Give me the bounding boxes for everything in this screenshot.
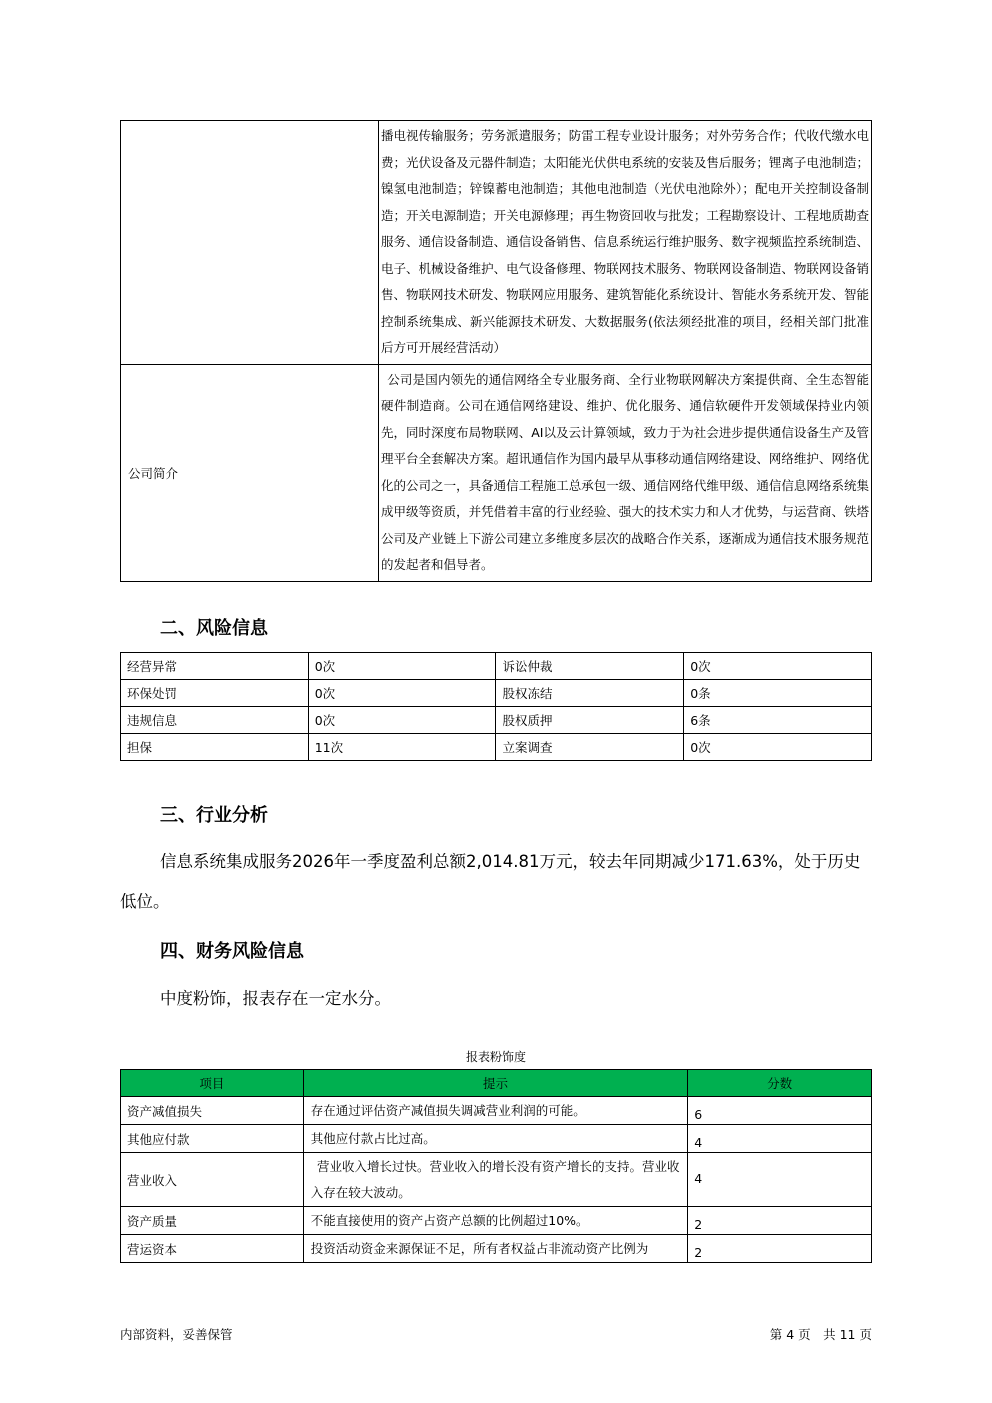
score-cell: 4 bbox=[688, 1153, 872, 1207]
risk-table bbox=[120, 652, 872, 761]
item-cell: 资产减值损失 bbox=[121, 1097, 304, 1125]
score-cell: 4 bbox=[688, 1125, 872, 1153]
risk-value: 0条 bbox=[684, 680, 872, 707]
item-cell: 其他应付款 bbox=[121, 1125, 304, 1153]
footer-page-number: 第 4 页 共 11 页 bbox=[769, 1327, 872, 1342]
hint-cell: 营业收入增长过快。营业收入的增长没有资产增长的支持。营业收入存在较大波动。 bbox=[303, 1153, 687, 1207]
risk-value: 0次 bbox=[308, 653, 496, 680]
section-title-industry: 三、行业分析 bbox=[160, 805, 268, 826]
company-info-table bbox=[120, 120, 872, 582]
table-row bbox=[121, 1125, 872, 1153]
hint-cell: 投资活动资金来源保证不足，所有者权益占非流动资产比例为 bbox=[303, 1235, 687, 1263]
table-row bbox=[121, 707, 872, 734]
risk-value: 0次 bbox=[308, 707, 496, 734]
industry-analysis-text: 信息系统集成服务2026年一季度盈利总额2,014.81万元，较去年同期减少171.63%，处于历史低位。 bbox=[120, 852, 861, 911]
table-row bbox=[121, 121, 872, 365]
table-row bbox=[121, 364, 872, 581]
risk-key: 股权质押 bbox=[496, 707, 684, 734]
risk-key: 担保 bbox=[121, 734, 309, 761]
score-cell: 2 bbox=[688, 1235, 872, 1263]
risk-value: 11次 bbox=[308, 734, 496, 761]
risk-key: 经营异常 bbox=[121, 653, 309, 680]
hint-cell: 不能直接使用的资产占资产总额的比例超过10%。 bbox=[303, 1207, 687, 1235]
whitewash-table bbox=[120, 1069, 872, 1263]
info-label bbox=[121, 121, 379, 365]
table-header-row bbox=[121, 1070, 872, 1097]
info-label: 公司简介 bbox=[121, 364, 379, 581]
column-header: 分数 bbox=[688, 1070, 872, 1097]
hint-cell: 存在通过评估资产减值损失调减营业利润的可能。 bbox=[303, 1097, 687, 1125]
risk-value: 6条 bbox=[684, 707, 872, 734]
risk-key: 立案调查 bbox=[496, 734, 684, 761]
table-row bbox=[121, 653, 872, 680]
table-row bbox=[121, 680, 872, 707]
risk-key: 诉讼仲裁 bbox=[496, 653, 684, 680]
risk-key: 股权冻结 bbox=[496, 680, 684, 707]
table-caption: 报表粉饰度 bbox=[465, 1050, 526, 1064]
company-intro-text: 公司是国内领先的通信网络全专业服务商、全行业物联网解决方案提供商、全生态智能硬件制造商。公司在通信网络建设、维护、优化服务、通信软硬件开发领域保持业内领先，同时深度布局物联网、AI以及云计算领域，致力于为社会进步提供通信设备生产及管理平台全套解决方案。超讯通信作为国内最早从事移动通信网络建设、网络维护、网络优化的公司之一，具备通信工程施工总承包一级、通信网络代维甲级、通信信息网络系统集成甲级等资质，并凭借着丰富的行业经验、强大的技术实力和人才优势，与运营商、铁塔公司及产业链上下游公司建立多维度多层次的战略合作关系，逐渐成为通信技术服务规范的发起者和倡导者。 bbox=[379, 364, 872, 581]
score-cell: 6 bbox=[688, 1097, 872, 1125]
hint-cell: 其他应付款占比过高。 bbox=[303, 1125, 687, 1153]
table-row bbox=[121, 1207, 872, 1235]
table-row bbox=[121, 1097, 872, 1125]
table-row bbox=[121, 1153, 872, 1207]
column-header: 提示 bbox=[303, 1070, 687, 1097]
table-row bbox=[121, 734, 872, 761]
item-cell: 营运资本 bbox=[121, 1235, 304, 1263]
risk-key: 违规信息 bbox=[121, 707, 309, 734]
section-title-risk: 二、风险信息 bbox=[160, 618, 268, 639]
section-title-finance: 四、财务风险信息 bbox=[160, 941, 304, 962]
column-header: 项目 bbox=[121, 1070, 304, 1097]
finance-risk-text: 中度粉饰，报表存在一定水分。 bbox=[160, 989, 391, 1008]
risk-value: 0次 bbox=[308, 680, 496, 707]
score-cell: 2 bbox=[688, 1207, 872, 1235]
item-cell: 营业收入 bbox=[121, 1153, 304, 1207]
risk-value: 0次 bbox=[684, 734, 872, 761]
table-row bbox=[121, 1235, 872, 1263]
risk-key: 环保处罚 bbox=[121, 680, 309, 707]
business-scope-text: 播电视传输服务；劳务派遣服务；防雷工程专业设计服务；对外劳务合作；代收代缴水电费；光伏设备及元器件制造；太阳能光伏供电系统的安装及售后服务；锂离子电池制造；镍氢电池制造；锌镍蓄电池制造；其他电池制造（光伏电池除外）；配电开关控制设备制造；开关电源制造；开关电源修理；再生物资回收与批发；工程勘察设计、工程地质勘查服务、通信设备制造、通信设备销售、信息系统运行维护服务、数字视频监控系统制造、电子、机械设备维护、电气设备修理、物联网技术服务、物联网设备制造、物联网设备销售、物联网技术研发、物联网应用服务、建筑智能化系统设计、智能水务系统开发、智能控制系统集成、新兴能源技术研发、大数据服务(依法须经批准的项目，经相关部门批准后方可开展经营活动） bbox=[379, 121, 872, 365]
item-cell: 资产质量 bbox=[121, 1207, 304, 1235]
footer-confidential-note: 内部资料，妥善保管 bbox=[120, 1327, 233, 1342]
risk-value: 0次 bbox=[684, 653, 872, 680]
